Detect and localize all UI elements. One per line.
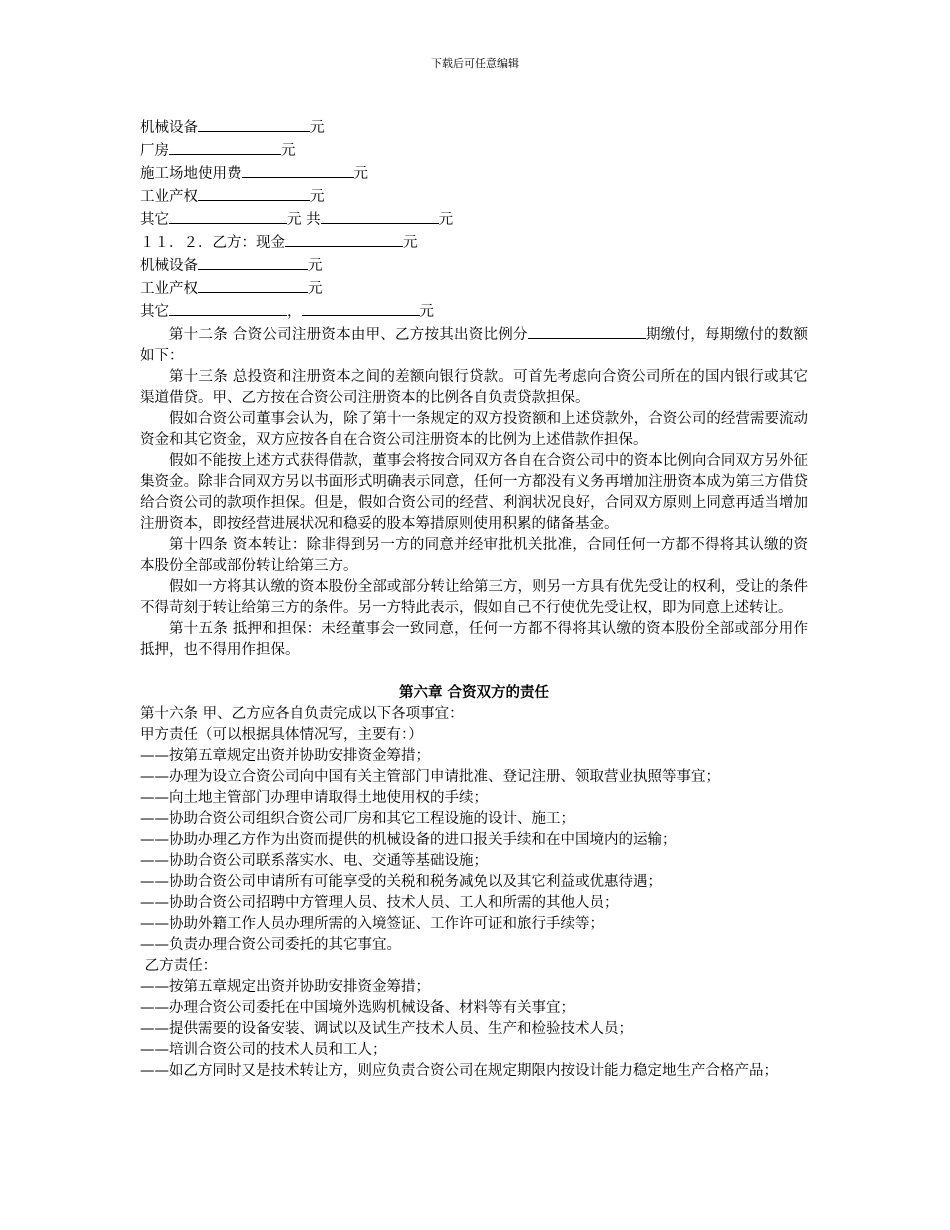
invest-b-ip (140, 277, 808, 300)
label: 机械设备 (140, 120, 198, 136)
invest-a-ip (140, 185, 808, 208)
label: 工业产权 (140, 189, 198, 205)
party-a-item: ——办理为设立合资公司向中国有关主管部门申请批准、登记注册、领取营业执照等事宜； (140, 769, 720, 785)
blank-field (302, 300, 420, 316)
party-b-title: 乙方责任： (140, 958, 218, 974)
paragraph-fail: 假如不能按上述方式获得借款，董事会将按合同双方各自在合资公司中的资本比例向合同双方另外征集资金。除非合同双方另以书面形式明确表示同意，任何一方都没有义务再增加注册资本成为第三方借贷给合资公司的款项作担保。但是，假如合资公司的经营、利润状况良好，合同双方原则上同意再适当增加注册资本，即按经营进展状况和稳妥的股本筹措原则使用积累的储备基金。 (140, 453, 808, 532)
label: 机械设备 (140, 258, 198, 274)
invest-b-cash (140, 231, 808, 254)
party-a-item: ——协助合资公司申请所有可能享受的关税和税务减免以及其它利益或优惠待遇； (140, 874, 662, 890)
unit: 元 (310, 120, 325, 136)
invest-a-factory (140, 139, 808, 162)
total-label: 共 (306, 212, 321, 228)
invest-b-machinery (140, 254, 808, 277)
blank-field (528, 323, 646, 339)
party-a-item: ——协助办理乙方作为出资而提供的机械设备的进口报关手续和在中国境内的运输； (140, 832, 677, 848)
article-16: 第十六条 甲、乙方应各自负责完成以下各项事宜： (140, 706, 464, 722)
comma: ， (287, 304, 302, 320)
blank-field (169, 208, 287, 224)
chapter-title: 第六章 合资双方的责任 (398, 685, 550, 701)
unit: 元 (353, 166, 368, 182)
blank-field (285, 231, 403, 247)
article-12-post: 期缴付，每期缴付的数额如下： (140, 327, 808, 364)
blank-field (198, 254, 308, 270)
party-a-item: ——协助合资公司联系落实水、电、交通等基础设施； (140, 853, 488, 869)
unit: 元 (419, 304, 434, 320)
blank-field (198, 116, 310, 132)
article-15: 第十五条 抵押和担保：未经董事会一致同意，任何一方都不得将其认缴的资本股份全部或部分用作抵押，也不得用作担保。 (140, 621, 808, 658)
label: 其它 (140, 304, 169, 320)
article-12-pre: 第十二条 合资公司注册资本由甲、乙方按其出资比例分 (169, 327, 528, 343)
article-14: 第十四条 资本转让：除非得到另一方的同意并经审批机关批准，合同任何一方都不得将其认缴的资本股份全部或部份转让给第三方。 (140, 537, 808, 574)
unit: 元 (287, 212, 302, 228)
article-12 (140, 323, 808, 367)
unit: 元 (310, 189, 325, 205)
blank-field (198, 277, 308, 293)
party-a-item: ——协助外籍工作人员办理所需的入境签证、工作许可证和旅行手续等； (140, 916, 604, 932)
party-b-item: ——按第五章规定出资并协助安排资金筹措； (140, 979, 430, 995)
party-b-item: ——培训合资公司的技术人员和工人； (140, 1042, 387, 1058)
party-a-item: ——按第五章规定出资并协助安排资金筹措； (140, 748, 430, 764)
blank-field (321, 208, 439, 224)
party-b-item: ——办理合资公司委托在中国境外选购机械设备、材料等有关事宜； (140, 1000, 575, 1016)
blank-field (242, 162, 354, 178)
page-header: 下载后可任意编辑 (431, 57, 519, 70)
paragraph-transfer: 假如一方将其认缴的资本股份全部或部分转让给第三方，则另一方具有优先受让的权利，受让的条件不得苛刻于转让给第三方的条件。另一方特此表示，假如自己不行使优先受让权，即为同意上述转让。 (140, 579, 808, 616)
unit: 元 (438, 212, 454, 228)
party-a-item: ——协助合资公司招聘中方管理人员、技术人员、工人和所需的其他人员； (140, 895, 619, 911)
party-a-title: 甲方责任（可以根据具体情况写，主要有：） (140, 727, 423, 743)
invest-b-other (140, 300, 808, 323)
label: １１．２．乙方：现金 (140, 235, 285, 251)
blank-field (169, 300, 287, 316)
unit: 元 (308, 258, 323, 274)
unit: 元 (403, 235, 418, 251)
document-body (140, 116, 808, 1082)
party-a-item: ——负责办理合资公司委托的其它事宜。 (140, 937, 401, 953)
party-a-item: ——协助合资公司组织合资公司厂房和其它工程设施的设计、施工； (140, 811, 575, 827)
invest-a-machinery (140, 116, 808, 139)
invest-a-other (140, 208, 808, 231)
label: 其它 (140, 212, 169, 228)
unit: 元 (281, 143, 296, 159)
article-13: 第十三条 总投资和注册资本之间的差额向银行贷款。可首先考虑向合资公司所在的国内银行或其它渠道借贷。甲、乙方按在合资公司注册资本的比例各自负责贷款担保。 (140, 369, 808, 406)
label: 工业产权 (140, 281, 198, 297)
party-b-item: ——提供需要的设备安装、调试以及试生产技术人员、生产和检验技术人员； (140, 1021, 633, 1037)
label: 厂房 (140, 143, 169, 159)
paragraph-board: 假如合资公司董事会认为，除了第十一条规定的双方投资额和上述贷款外，合资公司的经营需要流动资金和其它资金，双方应按各自在合资公司注册资本的比例为上述借款作担保。 (140, 411, 808, 448)
party-b-item: ——如乙方同时又是技术转让方，则应负责合资公司在规定期限内按设计能力稳定地生产合格产品； (140, 1063, 778, 1079)
invest-a-site-fee (140, 162, 808, 185)
label: 施工场地使用费 (140, 166, 242, 182)
unit: 元 (308, 281, 323, 297)
blank-field (198, 185, 310, 201)
blank-field (169, 139, 281, 155)
party-a-item: ——向土地主管部门办理申请取得土地使用权的手续； (140, 790, 488, 806)
